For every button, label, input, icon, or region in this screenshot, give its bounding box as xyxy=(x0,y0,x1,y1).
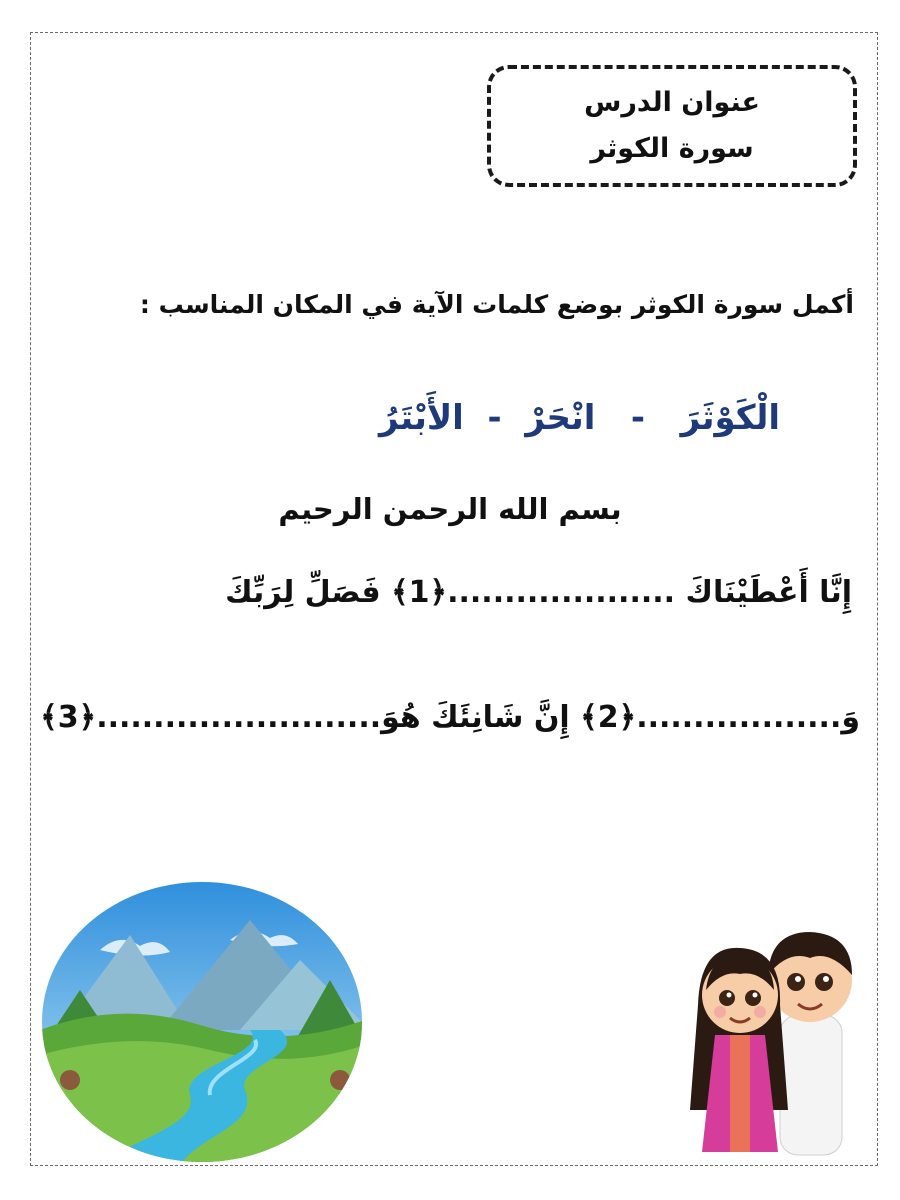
verse-text: فَصَلِّ لِرَبِّكَ xyxy=(225,575,392,610)
word-bank-separator: - xyxy=(630,398,646,438)
verse-text: إِنَّا أَعْطَيْنَاكَ .................... xyxy=(447,575,852,610)
ayah-marker-2: ﴿2﴾ xyxy=(580,700,637,735)
ayah-marker-1: ﴿1﴾ xyxy=(391,575,448,610)
word-bank-word: الْكَوْثَرَ xyxy=(680,398,780,438)
lesson-title-box xyxy=(487,65,857,187)
verse-text: وَ.................. xyxy=(636,700,860,735)
instruction-text: أكمل سورة الكوثر بوضع كلمات الآية في المكان المناسب : xyxy=(139,290,854,319)
word-bank-separator: - xyxy=(487,398,502,438)
word-bank xyxy=(220,398,780,438)
verse-text: إِنَّ شَانِئَكَ هُوَ......................... xyxy=(96,700,581,735)
children-illustration xyxy=(670,920,880,1165)
lesson-title-label: عنوان الدرس xyxy=(584,87,760,118)
verse-line-2 xyxy=(40,700,860,735)
basmala: بسم الله الرحمن الرحيم xyxy=(278,492,622,526)
ayah-marker-3: ﴿3﴾ xyxy=(40,700,97,735)
lesson-title-surah: سورة الكوثر xyxy=(590,133,754,164)
verse-line-1 xyxy=(225,575,852,610)
landscape-illustration xyxy=(40,880,365,1165)
word-bank-word: الأَبْتَرُ xyxy=(379,398,464,438)
word-bank-word: انْحَرْ xyxy=(525,398,596,438)
